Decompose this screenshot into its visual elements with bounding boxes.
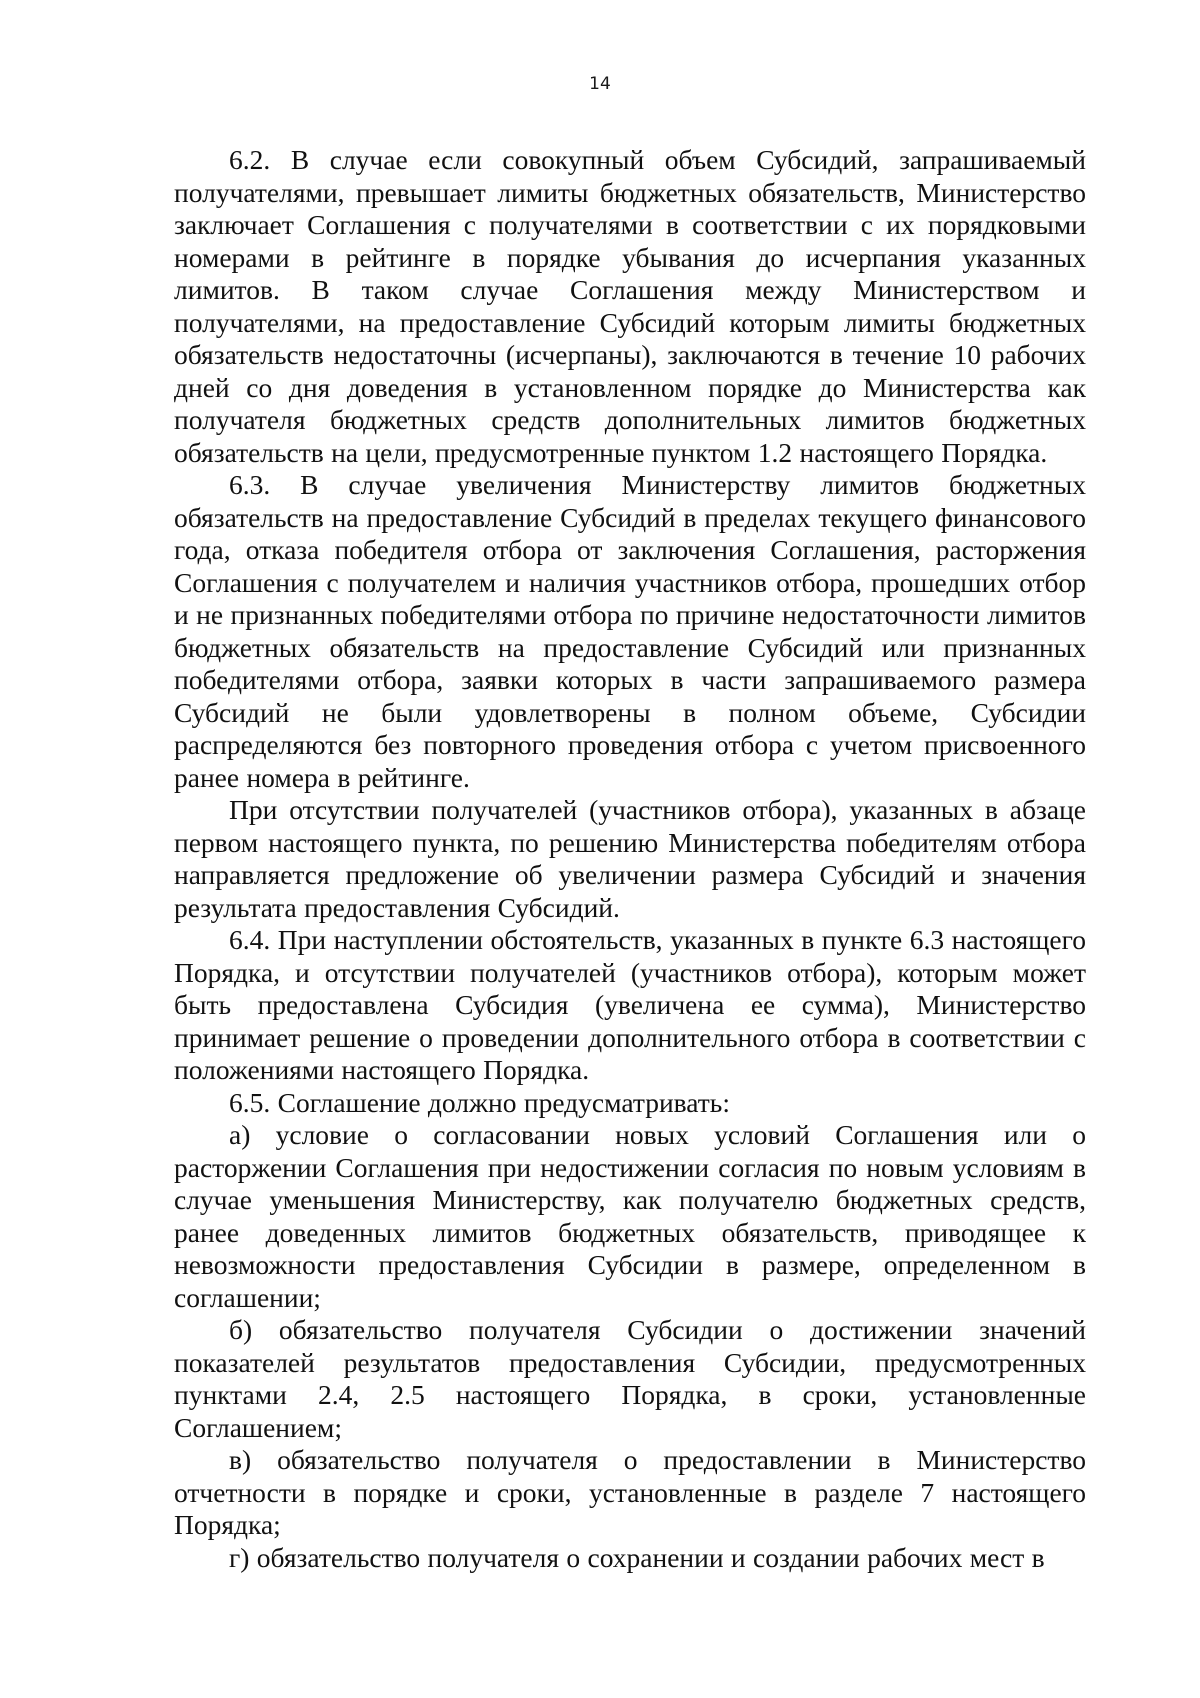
paragraph-6-3: 6.3. В случае увеличения Министерству лимитов бюджетных обязательств на предоставление Субсидий в пределах текущего финансового года, отказа победителя отбора от заключения Соглашения, расторжения Соглашения с получателем и наличия участников отбора, прошедших отбор и не признанных победителями отбора по причине недостаточности лимитов бюджетных обязательств на предоставление Субсидий или признанных победителями отбора, заявки которых в части запрашиваемого размера Субсидий не были удовлетворены в полном объеме, Субсидии распределяются без повторного проведения отбора с учетом присвоенного ранее номера в рейтинге.	[174, 469, 1086, 793]
paragraph-6-3-second: При отсутствии получателей (участников отбора), указанных в абзаце первом настоящего пункта, по решению Министерства победителям отбора направляется предложение об увеличении размера Субсидий и значения результата предоставления Субсидий.	[174, 794, 1086, 923]
list-item-v: в) обязательство получателя о предоставлении в Министерство отчетности в порядке и сроки, установленные в разделе 7 настоящего Порядка;	[174, 1444, 1086, 1540]
paragraph-6-4: 6.4. При наступлении обстоятельств, указанных в пункте 6.3 настоящего Порядка, и отсутствии получателей (участников отбора), которым может быть предоставлена Субсидия (увеличена ее сумма), Министерство принимает решение о проведении дополнительного отбора в соответствии с положениями настоящего Порядка.	[174, 924, 1086, 1085]
document-body	[174, 144, 1086, 1574]
page-number: 14	[589, 74, 611, 94]
paragraph-6-2: 6.2. В случае если совокупный объем Субсидий, запрашиваемый получателями, превышает лимиты бюджетных обязательств, Министерство заключает Соглашения с получателями в соответствии с их порядковыми номерами в рейтинге в порядке убывания до исчерпания указанных лимитов. В таком случае Соглашения между Министерством и получателями, на предоставление Субсидий которым лимиты бюджетных обязательств недостаточны (исчерпаны), заключаются в течение 10 рабочих дней со дня доведения в установленном порядке до Министерства как получателя бюджетных средств дополнительных лимитов бюджетных обязательств на цели, предусмотренные пунктом 1.2 настоящего Порядка.	[174, 144, 1086, 468]
list-item-b: б) обязательство получателя Субсидии о достижении значений показателей результатов предоставления Субсидии, предусмотренных пунктами 2.4, 2.5 настоящего Порядка, в сроки, установленные Соглашением;	[174, 1314, 1086, 1443]
list-item-g: г) обязательство получателя о сохранении и создании рабочих мест в	[229, 1541, 1045, 1573]
paragraph-6-5: 6.5. Соглашение должно предусматривать:	[229, 1086, 730, 1118]
list-item-a: а) условие о согласовании новых условий Соглашения или о расторжении Соглашения при недостижении согласия по новым условиям в случае уменьшения Министерству, как получателю бюджетных средств, ранее доведенных лимитов бюджетных обязательств, приводящее к невозможности предоставления Субсидии в размере, определенном в соглашении;	[174, 1119, 1086, 1313]
